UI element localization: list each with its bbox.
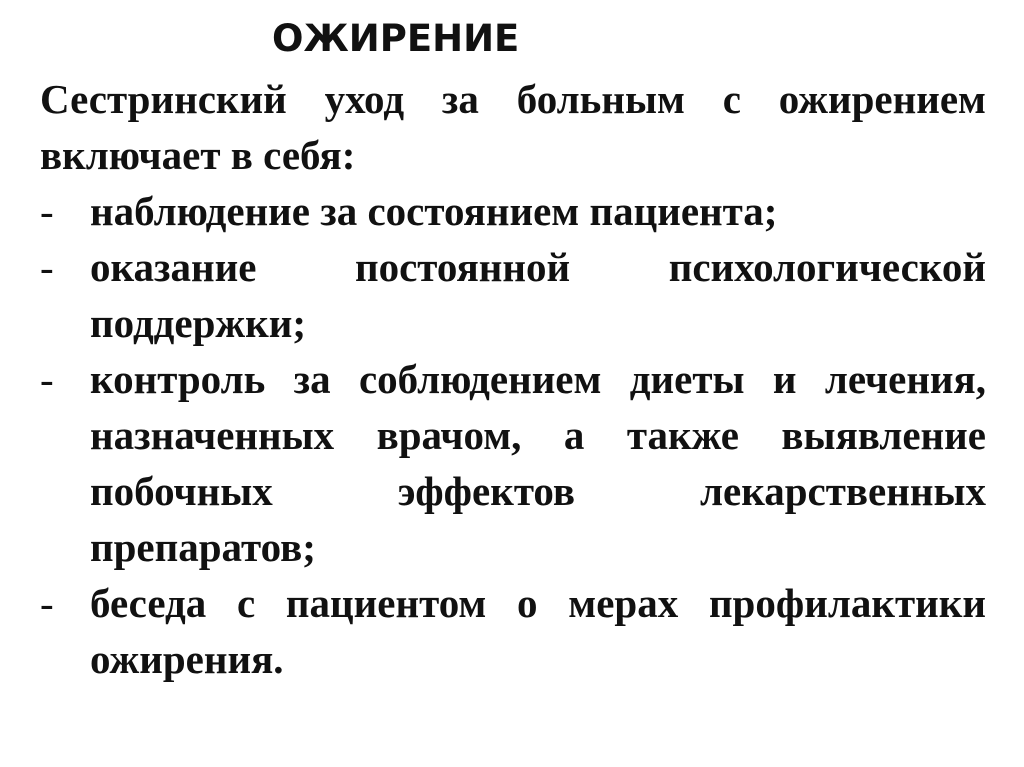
slide-body — [40, 71, 986, 687]
bullet-item-diet-control — [40, 351, 986, 575]
bullet-item-observation — [40, 183, 986, 239]
bullet-text: наблюдение за состоянием пациента; — [90, 188, 778, 234]
bullet-marker: - — [40, 244, 54, 290]
bullet-text: беседа с пациентом о мерах профилактики ожирения. — [90, 580, 986, 682]
bullet-marker: - — [40, 188, 54, 234]
bullet-item-prevention-talk — [40, 575, 986, 687]
intro-text: Сестринский уход за больным с ожирением включает в себя: — [40, 76, 986, 178]
slide-title: ОЖИРЕНИЕ — [272, 17, 520, 60]
bullet-text: оказание постоянной психологической поддержки; — [90, 244, 986, 346]
bullet-marker: - — [40, 356, 54, 402]
bullet-marker: - — [40, 580, 54, 626]
bullet-item-psychological-support — [40, 239, 986, 351]
bullet-text: контроль за соблюдением диеты и лечения, назначенных врачом, а также выявление побочных эффектов лекарственных препаратов; — [90, 356, 986, 570]
bullet-list — [40, 183, 986, 687]
